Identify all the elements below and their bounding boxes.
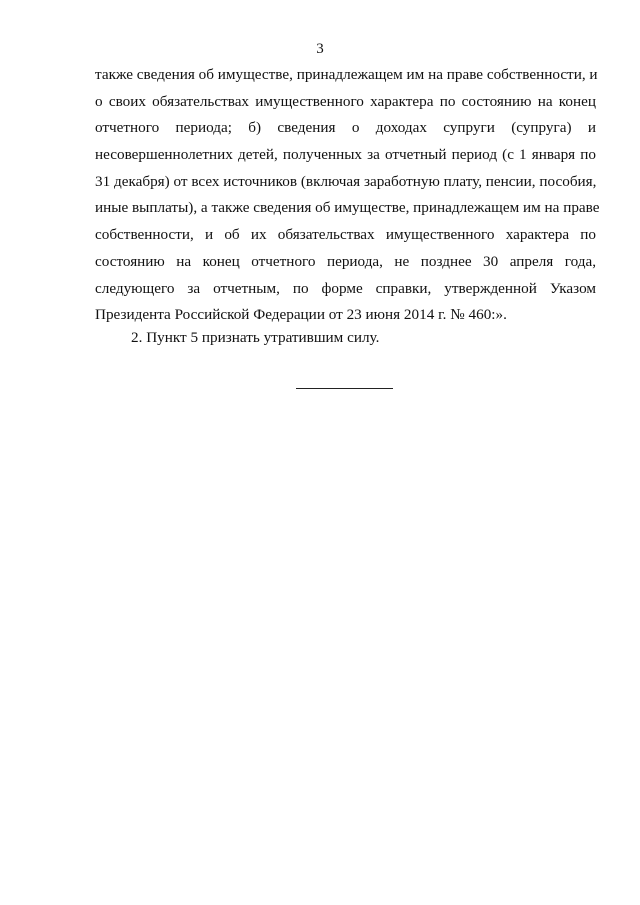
paragraph-line: несовершеннолетних детей, полученных за отчетный период (с 1 января по xyxy=(95,146,596,164)
page-number: 3 xyxy=(316,41,324,57)
paragraph-line: собственности, и об их обязательствах имущественного характера по xyxy=(95,226,596,244)
body-paragraph xyxy=(95,62,600,329)
paragraph-line: отчетного периода; б) сведения о доходах супруги (супруга) и xyxy=(95,119,596,137)
numbered-item-2: 2. Пункт 5 признать утратившим силу. xyxy=(131,329,380,346)
paragraph-line: иные выплаты), а также сведения об имуществе, принадлежащем им на праве xyxy=(95,199,600,217)
paragraph-line: 31 декабря) от всех источников (включая заработную плату, пенсии, пособия, xyxy=(95,172,597,190)
paragraph-line: Президента Российской Федерации от 23 июня 2014 г. № 460:». xyxy=(95,306,507,324)
paragraph-line: состоянию на конец отчетного периода, не позднее 30 апреля года, xyxy=(95,252,596,270)
paragraph-line: также сведения об имуществе, принадлежащем им на праве собственности, и xyxy=(95,66,598,83)
end-divider xyxy=(296,388,393,389)
paragraph-line: следующего за отчетным, по форме справки, утвержденной Указом xyxy=(95,279,596,297)
paragraph-line: о своих обязательствах имущественного характера по состоянию на конец xyxy=(95,92,596,110)
